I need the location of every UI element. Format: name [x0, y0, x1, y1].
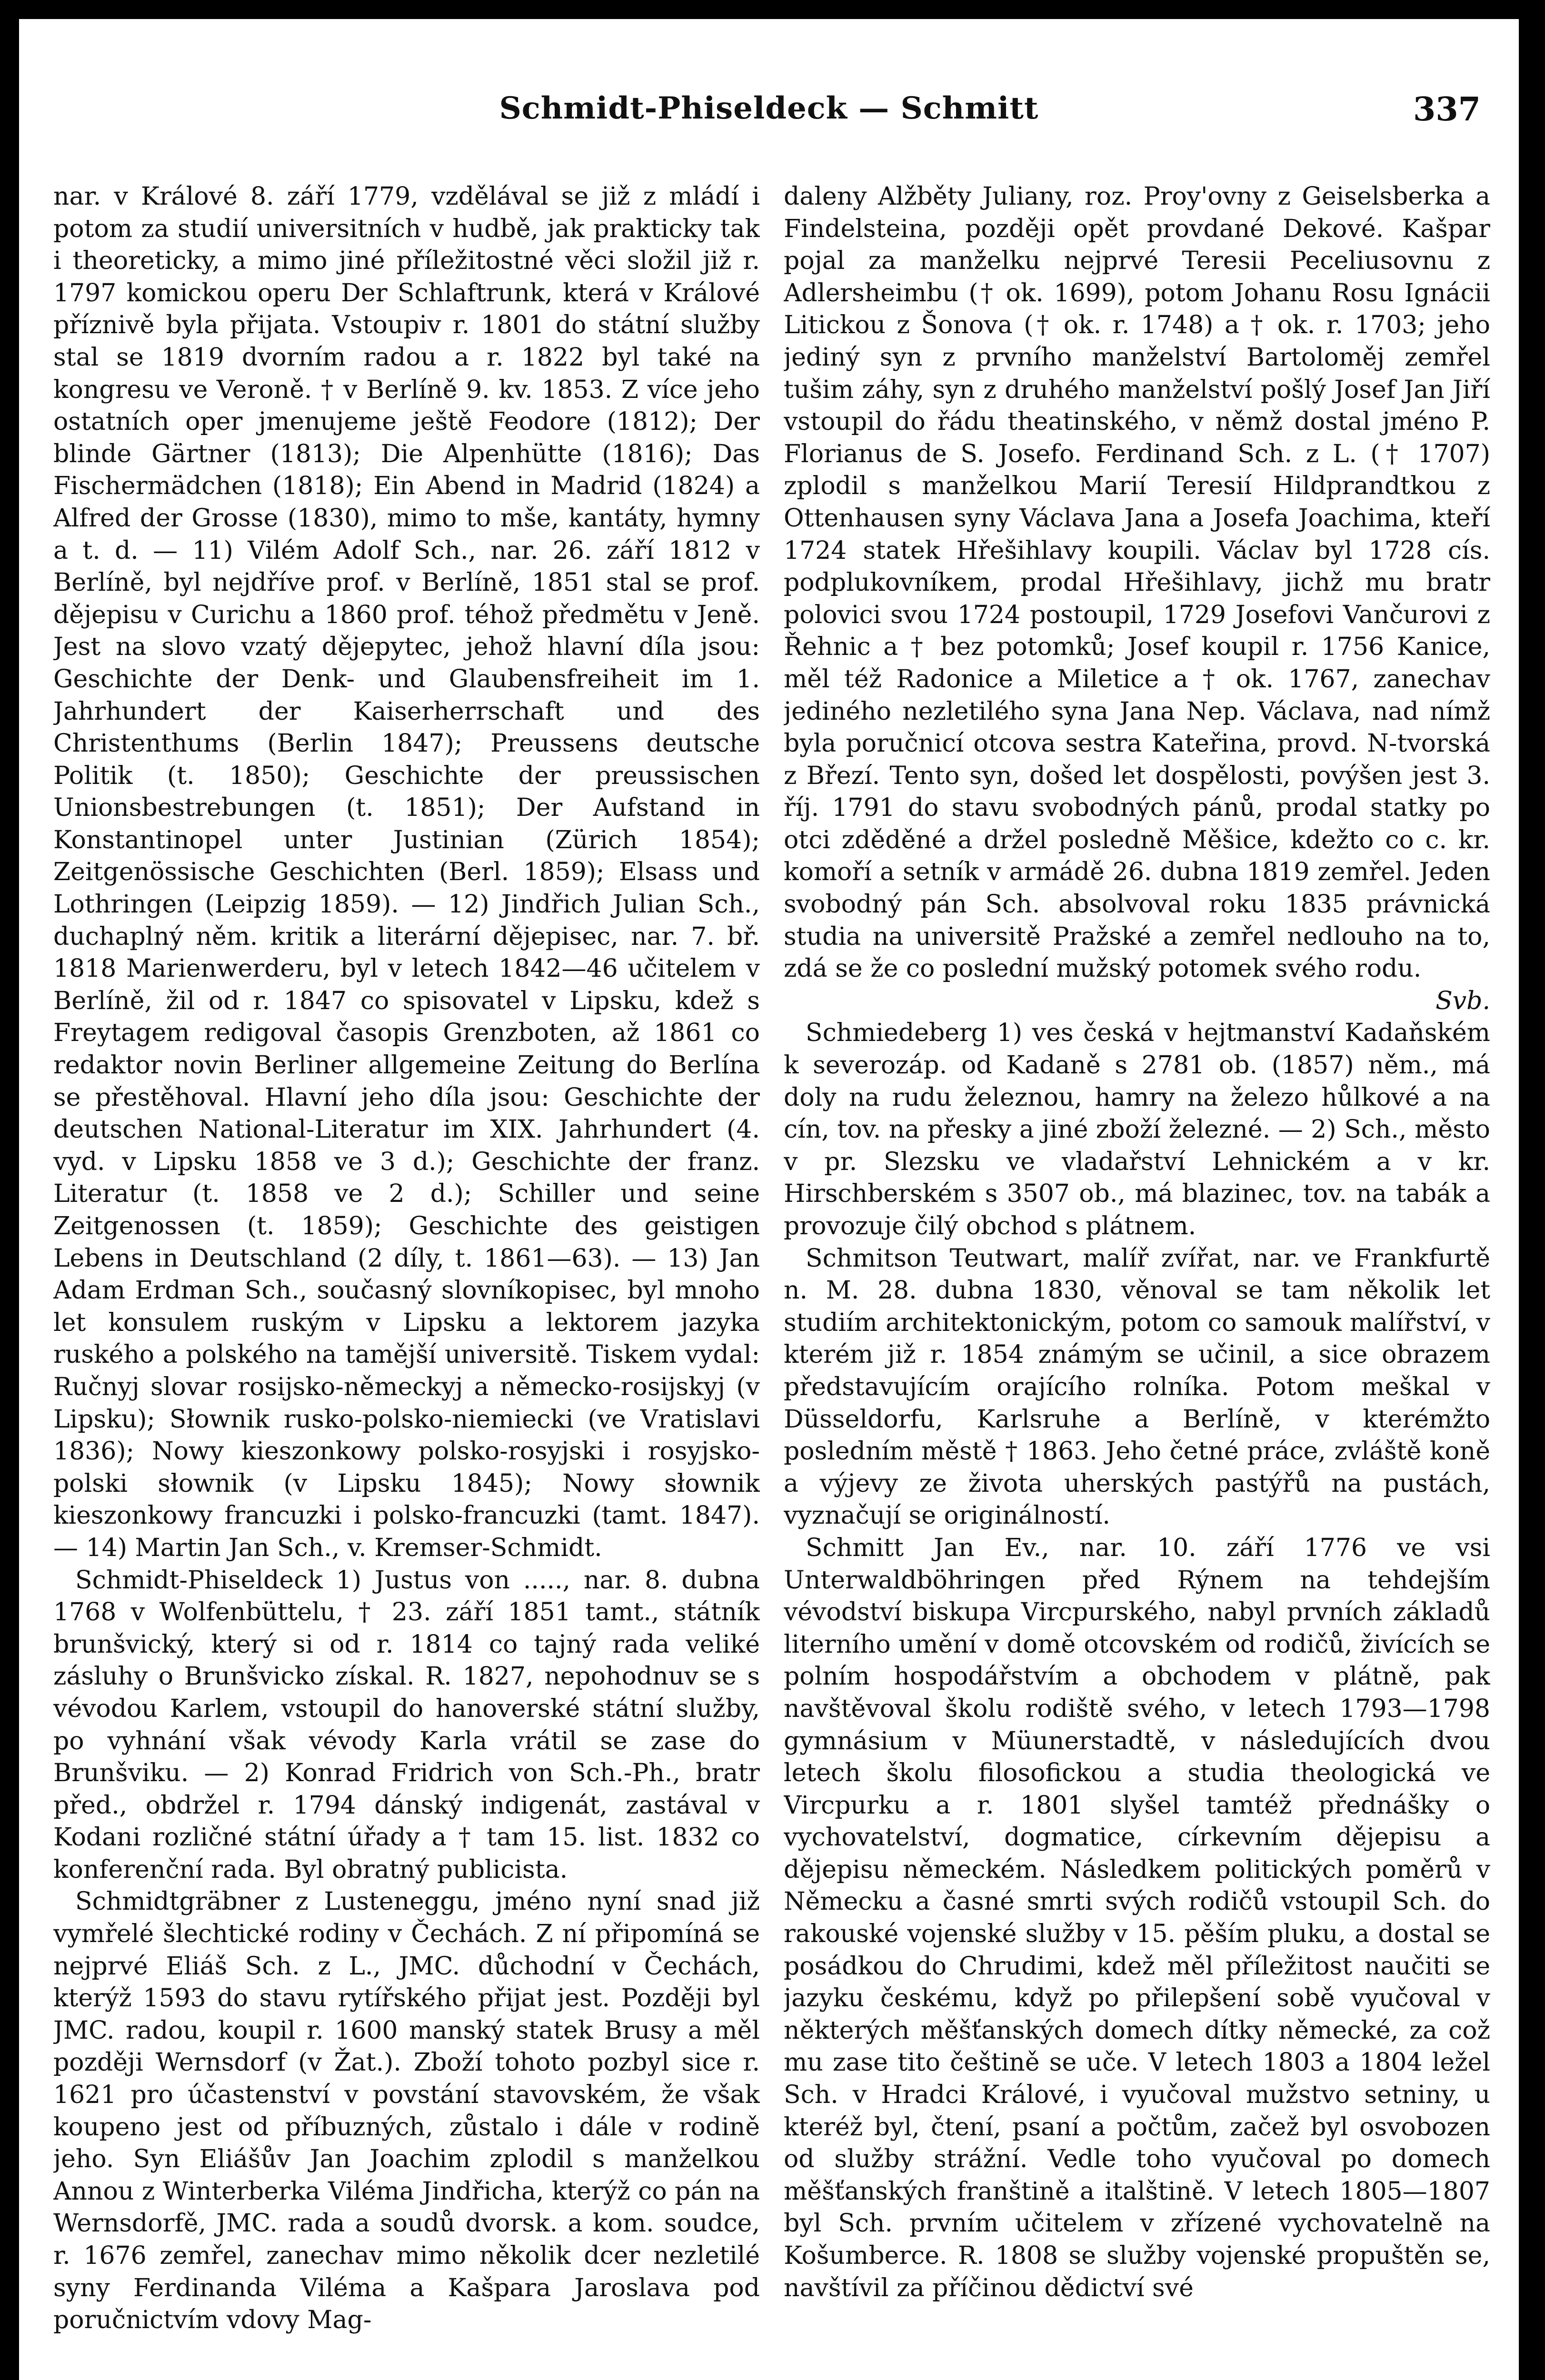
paragraph-schmidt-phiseldeck: Schmidt-Phiseldeck 1) Justus von ....., nar. 8. dubna 1768 v Wolfenbüttelu, † 23. září 1851 tamt., státník brunšvický, který si od r. 1814 co tajný rada veliké zásluhy o Brunšvicko získal. R. 1827, nepohodnuv se s vévodou Karlem, vstoupil do hanoverské státní služby, po vyhnání však vévody Karla vrátil se zase do Brunšviku. — 2) Konrad Fridrich von Sch.-Ph., bratr před., obdržel r. 1794 dánský indigenát, zastával v Kodani rozličné státní úřady a † tam 15. list. 1832 co konferenční rada. Byl obratný publicista.: [53, 1566, 760, 1884]
paragraph-schmidtgrabner: Schmidtgräbner z Lusteneggu, jméno nyní snad již vymřelé šlechtické rodiny v Čechách. Z ní připomíná se nejprvé Eliáš Sch. z L., JMC. důchodní v Čechách, kterýž 1593 do stavu rytířského přijat jest. Později byl JMC. radou, koupil r. 1600 manský statek Brusy a měl později Wernsdorf (v Žat.). Zboží tohoto pozbyl sice r. 1621 pro účastenství v povstání stavovském, že však koupeno jest od příbuzných, zůstalo i dále v rodině jeho. Syn Eliášův Jan Joachim zplodil s manželkou Annou z Winterberka Viléma Jindřicha, kterýž co pán na Wernsdorfě, JMC. rada a soudů dvorsk. a kom. soudce, r. 1676 zemřel, zanechav mimo několik dcer nezletilé syny Ferdinanda Viléma a Kašpara Jaroslava pod poručnictvím vdovy Mag-: [53, 1887, 760, 2335]
book-page: [19, 19, 1519, 2380]
running-title: Schmidt-Phiseldeck — Schmitt: [499, 90, 1039, 126]
page-number: 337: [1413, 90, 1481, 129]
paragraph-schmitt: Schmitt Jan Ev., nar. 10. září 1776 ve vsi Unterwaldböhringen před Rýnem na tehdejším vévodství biskupa Vircpurského, nabyl prvních základů literního umění v domě otcovském od rodičů, živících se polním hospodářstvím a obchodem v plátně, pak navštěvoval školu rodiště svého, v letech 1793—1798 gymnásium v Müunerstadtě, v následujících dvou letech školu filosofickou a studia theologická ve Vircpurku a r. 1801 slyšel tamtéž přednášky o vychovatelství, dogmatice, církevním dějepisu a dějepisu německém. Následkem politických poměrů v Německu a časné smrti svých rodičů vstoupil Sch. do rakouské vojenské služby v 15. pěším pluku, a dostal se posádkou do Chrudimi, kdež měl příležitost naučiti se jazyku českému, když po přilepšení sobě vyučoval v některých měšťanských domech dítky německé, za což mu zase tito češtině se uče. V letech 1803 a 1804 ležel Sch. v Hradci Králové, i vyučoval mužstvo setniny, u kteréž byl, čtení, psaní a počtům, začež byl osvobozen od služby strážní. Vedle toho vyučoval po domech měšťanských franštině a italštině. V letech 1805—1807 byl Sch. prvním učitelem v zřízené vychovatelně na Košumberce. R. 1808 se služby vojenské propuštěn se, navštívil za příčinou dědictví své: [784, 1533, 1490, 2302]
author-signature: Svb.: [1435, 986, 1490, 1015]
paragraph-schmidtgrabner-continued: daleny Alžběty Juliany, roz. Proy'ovny z Geiselsberka a Findelsteina, později opět provdané Dekové. Kašpar pojal za manželku nejprvé Teresii Peceliusovnu z Adlersheimbu († ok. 1699), potom Johanu Rosu Ignácii Litickou z Šonova († ok. r. 1748) a † ok. r. 1703; jeho jediný syn z prvního manželství Bartoloměj zemřel tušim záhy, syn z druhého manželství pošlý Josef Jan Jiří vstoupil do řádu theatinského, v němž dostal jméno P. Florianus de S. Josefo. Ferdinand Sch. z L. († 1707) zplodil s manželkou Marií Teresií Hildprandtkou z Ottenhausen syny Václava Jana a Josefa Joachima, kteří 1724 statek Hřešihlavy koupili. Václav byl 1728 cís. podplukovníkem, prodal Hřešihlavy, jichž mu bratr polovici svou 1724 postoupil, 1729 Josefovi Vančurovi z Řehnic a † bez potomků; Josef koupil r. 1756 Kanice, měl též Radonice a Miletice a † ok. 1767, zanechav jediného nezletilého syna Jana Nep. Václava, nad nímž byla poručnicí otcova sestra Kateřina, provd. N-tvorská z Březí. Tento syn, došed let dospělosti, povýšen jest 3. říj. 1791 do stavu svobodných pánů, prodal statky po otci zděděné a držel posledně Měšice, kdežto co c. kr. komoří a setník v armádě 26. dubna 1819 zemřel. Jeden svobodný pán Sch. absolvoval roku 1835 právnická studia na universitě Pražské a zemřel nedlouho na to, zdá se že co poslední mužský potomek svého rodu.: [784, 182, 1490, 983]
paragraph-schmidt-continued: nar. v Králové 8. září 1779, vzdělával se již z mládí i potom za studií universitních v hudbě, jak prakticky tak i theoreticky, a mimo jiné příležitostné věci složil již r. 1797 komickou operu Der Schlaftrunk, která v Králové příznivě byla přijata. Vstoupiv r. 1801 do státní služby stal se 1819 dvorním radou a r. 1822 byl také na kongresu ve Veroně. † v Berlíně 9. kv. 1853. Z více jeho ostatních oper jmenujeme ještě Feodore (1812); Der blinde Gärtner (1813); Die Alpenhütte (1816); Das Fischermädchen (1818); Ein Abend in Madrid (1824) a Alfred der Grosse (1830), mimo to mše, kantáty, hymny a t. d. — 11) Vilém Adolf Sch., nar. 26. září 1812 v Berlíně, byl nejdříve prof. v Berlíně, 1851 stal se prof. dějepisu v Curichu a 1860 prof. téhož předmětu v Jeně. Jest na slovo vzatý dějepytec, jehož hlavní díla jsou: Geschichte der Denk- und Glaubensfreiheit im 1. Jahrhundert der Kaiserherrschaft und des Christenthums (Berlin 1847); Preussens deutsche Politik (t. 1850); Geschichte der preussischen Unionsbestrebungen (t. 1851); Der Aufstand in Konstantinopel unter Justinian (Zürich 1854); Zeitgenössische Geschichten (Berl. 1859); Elsass und Lothringen (Leipzig 1859). — 12) Jindřich Julian Sch., duchaplný něm. kritik a literární dějepisec, nar. 7. bř. 1818 Marienwerderu, byl v letech 1842—46 učitelem v Berlíně, žil od r. 1847 co spisovatel v Lipsku, kdež s Freytagem redigoval časopis Grenzboten, až 1861 co redaktor novin Berliner allgemeine Zeitung do Berlína se přestěhoval. Hlavní jeho díla jsou: Geschichte der deutschen National-Literatur im XIX. Jahrhundert (4. vyd. v Lipsku 1858 ve 3 d.); Geschichte der franz. Literatur (t. 1858 ve 2 d.); Schiller und seine Zeitgenossen (t. 1859); Geschichte des geistigen Lebens in Deutschland (2 díly, t. 1861—63). — 13) Jan Adam Erdman Sch., současný slovníkopisec, byl mnoho let konsulem ruským v Lipsku a lektorem jazyka ruského a polského na tamější universitě. Tiskem vydal: Ručnyj slovar rosijsko-německyj a německo-rosijskyj (v Lipsku); Słownik rusko-polsko-niemiecki (ve Vratislavi 1836); Nowy kieszonkowy polsko-rosyjski i rosyjsko-polski słownik (v Lipsku 1845); Nowy słownik kieszonkowy francuzki i polsko-francuzki (tamt. 1847). — 14) Martin Jan Sch., v. Kremser-Schmidt.: [53, 182, 760, 1562]
left-column: [53, 181, 760, 2380]
page-header: [48, 90, 1490, 167]
right-column: [784, 181, 1490, 2380]
paragraph-schmitson: Schmitson Teutwart, malíř zvířat, nar. ve Frankfurtě n. M. 28. dubna 1830, věnoval se tam několik let studiím architektonickým, potom co samouk malířství, v kterém již r. 1854 známým se učinil, a sice obrazem představujícím orajícího rolníka. Potom meškal v Düsseldorfu, Karlsruhe a Berlíně, v kterémžto posledním městě † 1863. Jeho četné práce, zvláště koně a výjevy ze života uherských pastýřů na pustách, vyznačují se originálností.: [784, 1244, 1490, 1530]
paragraph-schmiedeberg: Schmiedeberg 1) ves česká v hejtmanství Kadaňském k severozáp. od Kadaně s 2781 ob. (1857) něm., má doly na rudu železnou, hamry na železo hůlkové a na cín, tov. na přesky a jiné zboží železné. — 2) Sch., město v pr. Slezsku ve vladařství Lehnickém a v kr. Hirschberském s 3507 ob., má blazinec, tov. na tabák a provozuje čilý obchod s plátnem.: [784, 1019, 1490, 1240]
text-columns: [53, 181, 1490, 2380]
